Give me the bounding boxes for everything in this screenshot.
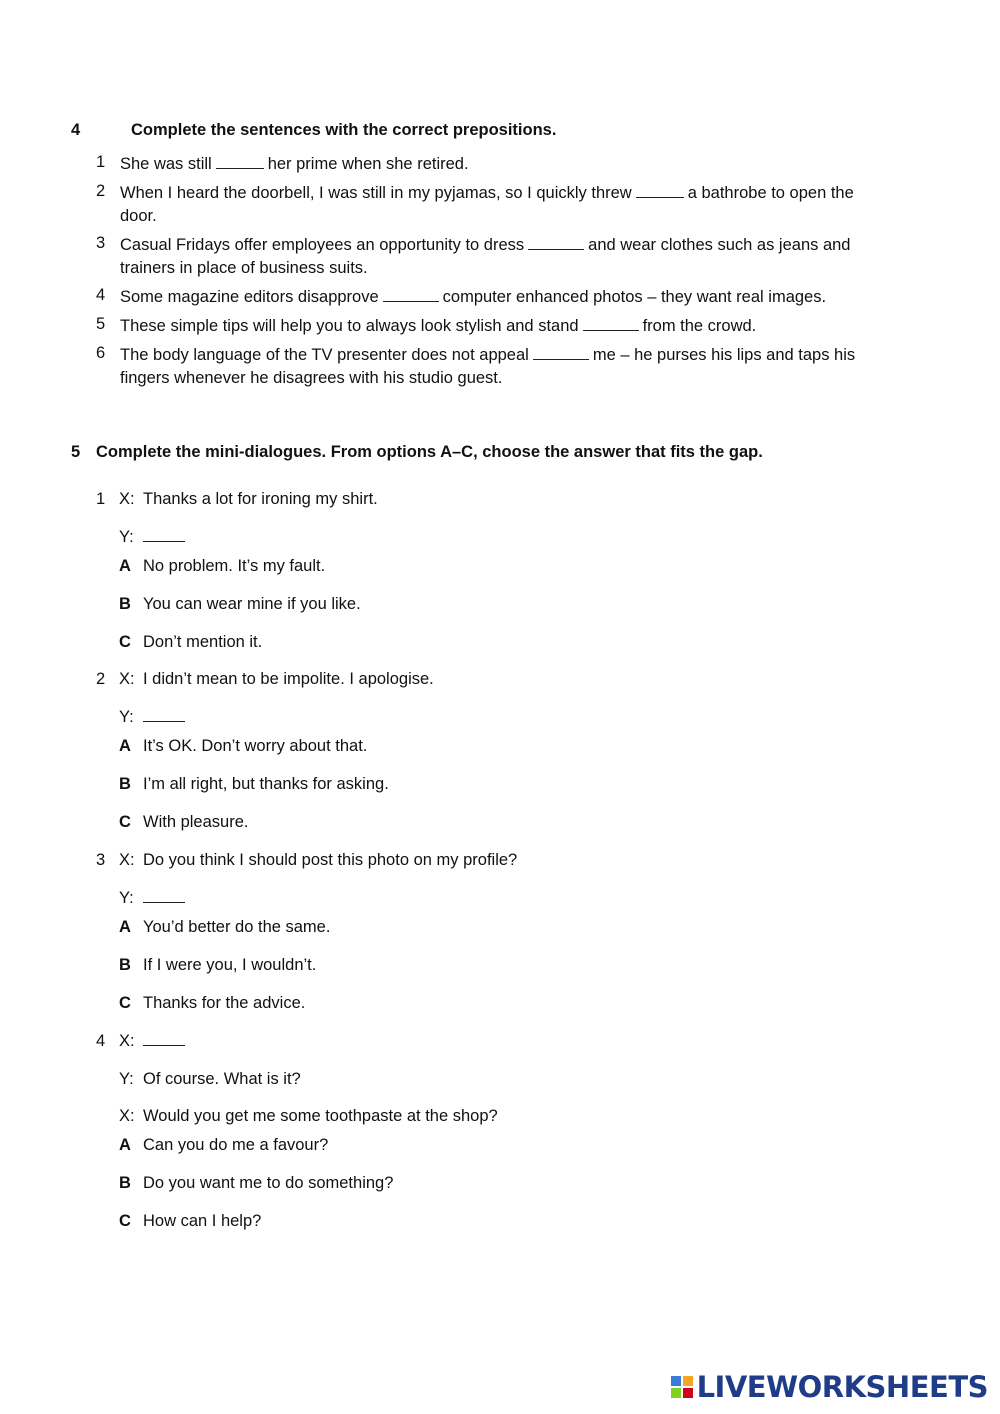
dialogue-line: Do you think I should post this photo on my profile?: [143, 851, 518, 869]
speaker-label: X:: [119, 851, 135, 869]
option-letter: A: [119, 918, 131, 936]
question-number: 1: [96, 490, 106, 508]
item-number: 3: [96, 234, 106, 252]
option-letter: A: [119, 737, 131, 755]
speaker-label: Y:: [119, 1070, 134, 1088]
answer-gap[interactable]: [143, 1032, 185, 1051]
option-letter: B: [119, 1174, 131, 1192]
sentence-text: She was still: [120, 155, 212, 173]
sentence-text: her prime when she retired.: [267, 155, 469, 173]
answer-gap[interactable]: [216, 156, 264, 169]
logo-text: LIVEWORKSHEETS: [696, 1370, 988, 1404]
liveworksheets-logo[interactable]: [671, 1370, 988, 1404]
option-b[interactable]: Do you want me to do something?: [143, 1174, 394, 1192]
sentence-text: Some magazine editors disapprove: [120, 288, 379, 306]
option-letter: C: [119, 813, 131, 831]
dialogue-line: Thanks a lot for ironing my shirt.: [143, 490, 378, 508]
option-letter: A: [119, 1136, 131, 1154]
dialogue-line: Of course. What is it?: [143, 1070, 301, 1088]
sentence-text: These simple tips will help you to always look stylish and stand: [120, 317, 579, 335]
option-b[interactable]: I’m all right, but thanks for asking.: [143, 775, 389, 793]
sentence-text: computer enhanced photos – they want real images.: [442, 288, 827, 306]
option-letter: B: [119, 775, 131, 793]
sentence-text: The body language of the TV presenter does not appeal: [120, 346, 529, 364]
option-c[interactable]: With pleasure.: [143, 813, 249, 831]
answer-gap[interactable]: [143, 889, 185, 908]
option-letter: A: [119, 557, 131, 575]
sentence-text: and wear clothes such as jeans and: [588, 236, 851, 254]
answer-gap[interactable]: [143, 708, 185, 727]
sentence-text: from the crowd.: [642, 317, 757, 335]
question-number: 3: [96, 851, 106, 869]
sentence-6: [120, 344, 920, 390]
speaker-label: X:: [119, 1107, 135, 1125]
item-number: 2: [96, 182, 106, 200]
item-number: 1: [96, 153, 106, 171]
option-a[interactable]: You’d better do the same.: [143, 918, 331, 936]
exercise-5-number: 5: [71, 443, 81, 461]
question-number: 4: [96, 1032, 106, 1050]
speaker-label: X:: [119, 670, 135, 688]
sentence-4: [120, 286, 920, 309]
option-c[interactable]: Don’t mention it.: [143, 633, 263, 651]
answer-gap[interactable]: [143, 528, 185, 547]
dialogue-line: I didn’t mean to be impolite. I apologise.: [143, 670, 434, 688]
logo-square: [683, 1388, 693, 1398]
option-b[interactable]: If I were you, I wouldn’t.: [143, 956, 317, 974]
exercise-4-number: 4: [71, 121, 81, 139]
sentence-text: Casual Fridays offer employees an opportunity to dress: [120, 236, 525, 254]
item-number: 5: [96, 315, 106, 333]
option-letter: B: [119, 595, 131, 613]
sentence-text: door.: [120, 207, 157, 225]
option-b[interactable]: You can wear mine if you like.: [143, 595, 361, 613]
option-letter: C: [119, 1212, 131, 1230]
sentence-5: [120, 315, 920, 338]
option-a[interactable]: It’s OK. Don’t worry about that.: [143, 737, 368, 755]
speaker-label: Y:: [119, 528, 134, 546]
speaker-label: Y:: [119, 889, 134, 907]
logo-square: [683, 1376, 693, 1386]
sentence-text: trainers in place of business suits.: [120, 259, 368, 277]
option-letter: C: [119, 633, 131, 651]
logo-square: [671, 1376, 681, 1386]
answer-gap[interactable]: [528, 237, 584, 250]
sentence-2: [120, 182, 920, 228]
speaker-label: X:: [119, 1032, 135, 1050]
speaker-label: X:: [119, 490, 135, 508]
sentence-text: fingers whenever he disagrees with his studio guest.: [120, 369, 503, 387]
exercise-4-instruction: Complete the sentences with the correct prepositions.: [131, 121, 557, 139]
sentence-text: a bathrobe to open the: [687, 184, 854, 202]
sentence-1: [120, 153, 920, 176]
exercise-5-instruction: Complete the mini-dialogues. From options A–C, choose the answer that fits the gap.: [96, 443, 763, 461]
option-c[interactable]: Thanks for the advice.: [143, 994, 306, 1012]
sentence-3: [120, 234, 920, 280]
option-c[interactable]: How can I help?: [143, 1212, 262, 1230]
question-number: 2: [96, 670, 106, 688]
option-a[interactable]: No problem. It’s my fault.: [143, 557, 326, 575]
option-letter: C: [119, 994, 131, 1012]
sentence-text: me – he purses his lips and taps his: [592, 346, 856, 364]
option-letter: B: [119, 956, 131, 974]
logo-squares-icon: [671, 1376, 693, 1398]
logo-square: [671, 1388, 681, 1398]
option-a[interactable]: Can you do me a favour?: [143, 1136, 329, 1154]
item-number: 4: [96, 286, 106, 304]
speaker-label: Y:: [119, 708, 134, 726]
item-number: 6: [96, 344, 106, 362]
answer-gap[interactable]: [636, 185, 684, 198]
answer-gap[interactable]: [583, 318, 639, 331]
answer-gap[interactable]: [533, 347, 589, 360]
dialogue-line: Would you get me some toothpaste at the shop?: [143, 1107, 498, 1125]
answer-gap[interactable]: [383, 289, 439, 302]
sentence-text: When I heard the doorbell, I was still in my pyjamas, so I quickly threw: [120, 184, 632, 202]
